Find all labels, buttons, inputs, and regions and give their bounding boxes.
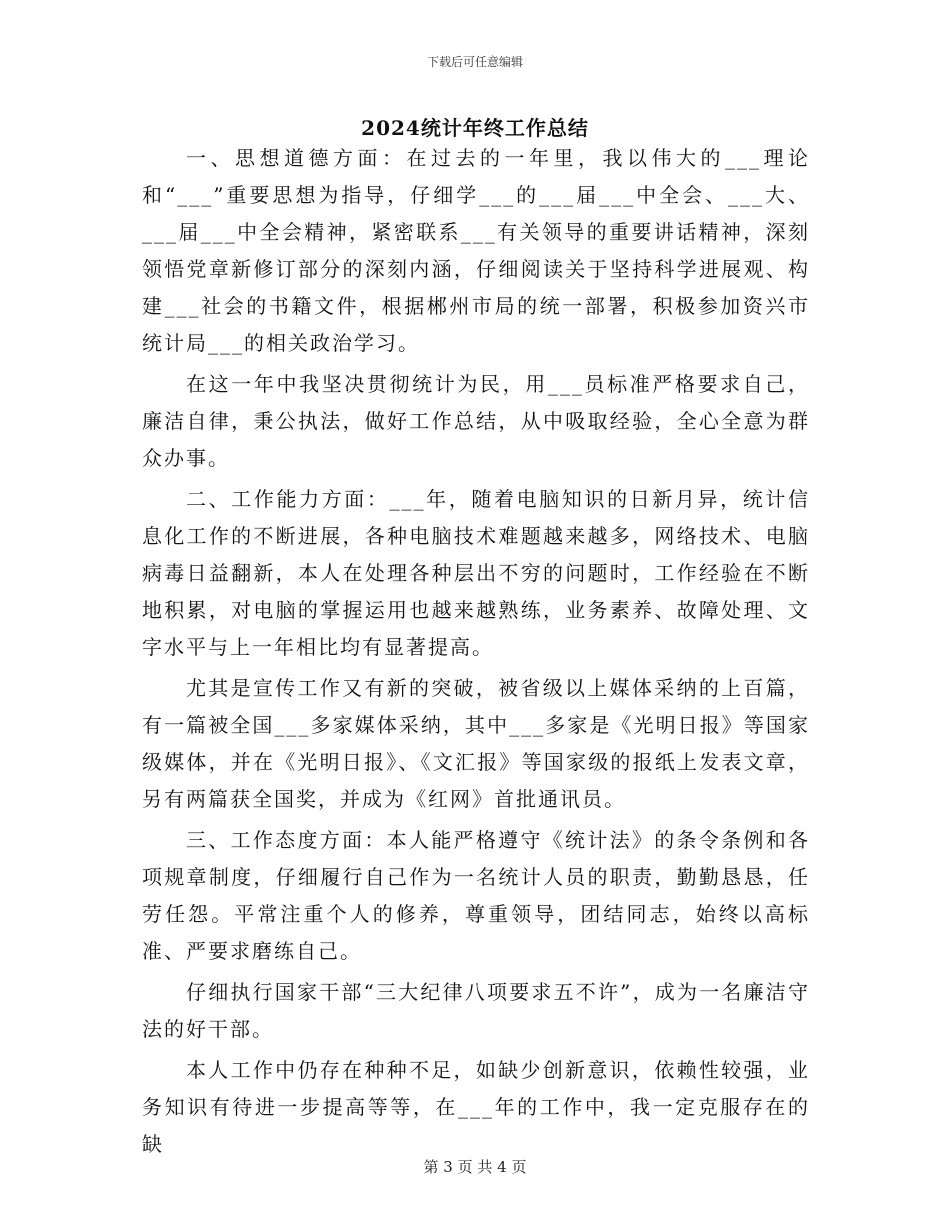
paragraph-work-attitude: 三、工作态度方面：本人能严格遵守《统计法》的条令条例和各项规章制度，仔细履行自己作为一名统计人员的职责，勤勤恳恳，任劳任怨。平常注重个人的修养，尊重领导，团结同志，始终以高标准、严要求磨练自己。 [142, 828, 810, 963]
document-title: 2024统计年终工作总结 [361, 116, 589, 140]
paragraph-ideology: 一、思想道德方面：在过去的一年里，我以伟大的___理论和“___”重要思想为指导，仔细学___的___届___中全会、___大、___届___中全会精神，紧密联系___有关领导的重要讲话精神，深刻领悟党章新修订部分的深刻内涵，仔细阅读关于坚持科学进展观、构建___社会的书籍文件，根据郴州市局的统一部署，积极参加资兴市统计局___的相关政治学习。 [142, 146, 810, 355]
header-note: 下载后可任意编辑 [426, 55, 523, 69]
paragraph-shortcomings: 本人工作中仍存在种种不足，如缺少创新意识，依赖性较强，业务知识有待进一步提高等等，在___年的工作中，我一定克服存在的缺 [142, 1058, 810, 1156]
page-number: 第 3 页 共 4 页 [423, 1158, 527, 1176]
paragraph-work-ability: 二、工作能力方面：___年，随着电脑知识的日新月异，统计信息化工作的不断进展，各种电脑技术难题越来越多，网络技术、电脑病毒日益翻新，本人在处理各种层出不穷的问题时，工作经验在不断地积累，对电脑的掌握运用也越来越熟练，业务素养、故障处理、文字水平与上一年相比均有显著提高。 [142, 487, 810, 659]
paragraph-self-discipline: 在这一年中我坚决贯彻统计为民，用___员标准严格要求自己，廉洁自律，秉公执法，做好工作总结，从中吸取经验，全心全意为群众办事。 [142, 372, 810, 470]
document-body [142, 140, 810, 1167]
paragraph-discipline: 仔细执行国家干部“三大纪律八项要求五不许”，成为一名廉洁守法的好干部。 [142, 980, 810, 1041]
paragraph-publicity: 尤其是宣传工作又有新的突破，被省级以上媒体采纳的上百篇，有一篇被全国___多家媒体采纳，其中___多家是《光明日报》等国家级媒体，并在《光明日报》、《文汇报》等国家级的报纸上发表文章，另有两篇获全国奖，并成为《红网》首批通讯员。 [142, 676, 810, 811]
